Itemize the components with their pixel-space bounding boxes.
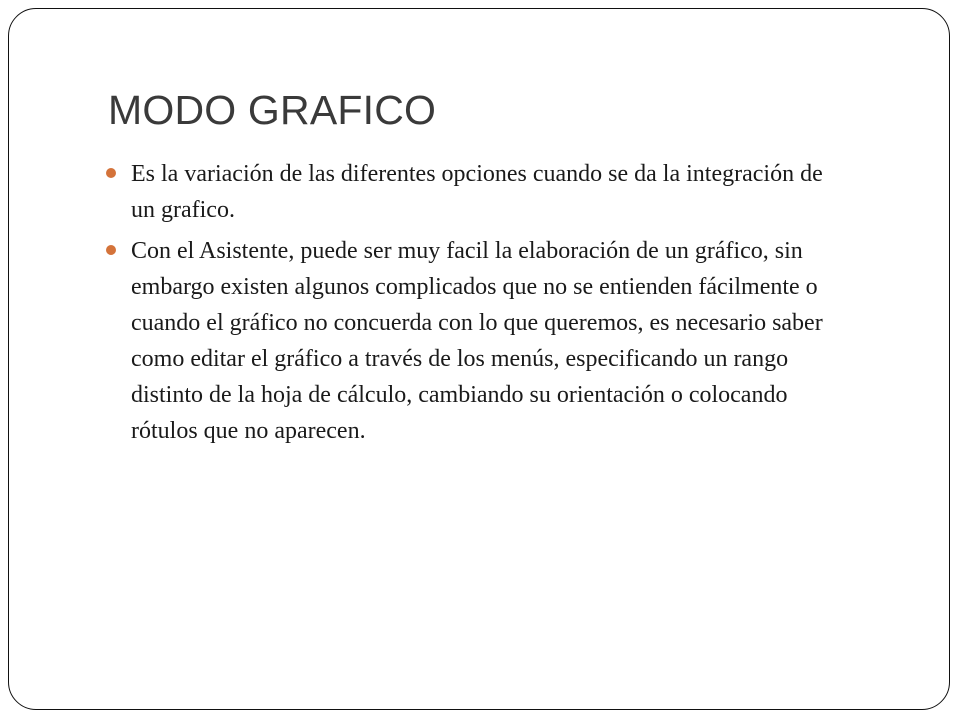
bullet-list	[106, 156, 851, 454]
bullet-dot-icon	[106, 168, 116, 178]
slide-title: MODO GRAFICO	[108, 87, 437, 133]
bullet-item-asistente	[106, 233, 851, 449]
bullet-item-variacion	[106, 156, 851, 228]
bullet-text: Con el Asistente, puede ser muy facil la elaboración de un gráfico, sin embargo existen algunos complicados que no se entienden fácilmente o cuando el gráfico no concuerda con lo que queremos, es necesario saber como editar el gráfico a través de los menús, especificando un rango distinto de la hoja de cálculo, cambiando su orientación o colocando rótulos que no aparecen.	[131, 238, 823, 444]
bullet-dot-icon	[106, 245, 116, 255]
bullet-text: Es la variación de las diferentes opciones cuando se da la integración de un grafico.	[131, 161, 823, 223]
